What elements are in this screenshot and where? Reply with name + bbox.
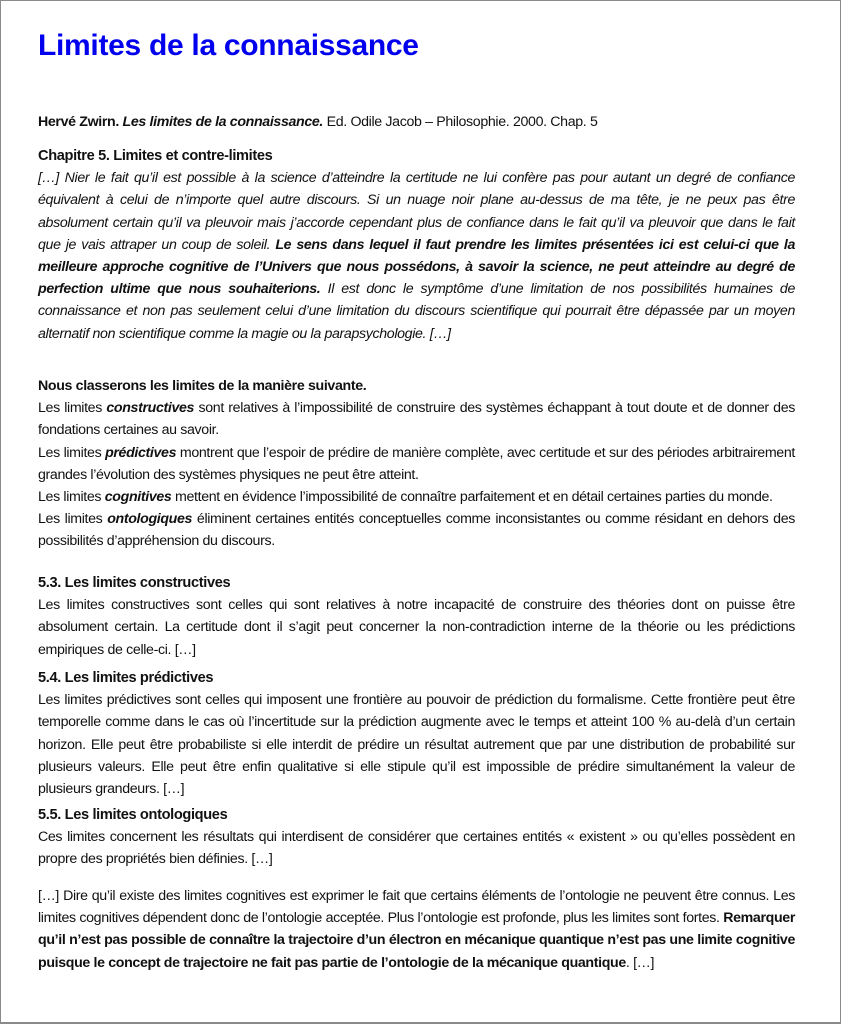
closing-bold-part: Remarquer qu’il n’est pas possible de connaître la trajectoire d’un électron en mécanique quantique n’est pas une limite cognitive puisque le concept de trajectoire ne fait pas partie de l’ontologie de la mécanique quantique	[38, 910, 795, 971]
classification-heading: Nous classerons les limites de la manière suivante.	[38, 378, 367, 394]
item-text: mettent en évidence l’impossibilité de connaître parfaitement et en détail certaines parties du monde.	[171, 489, 773, 506]
quote-part-a: […] Nier le fait qu’il est possible à la science d’atteindre la certitude ne lui confère pas pour autant un degré de confiance équivalent à celui de n’importe quel autre discours. Si un nuage noir plane au-dessus de ma tête, je ne peux pas être absolument certain qu’il va pleuvoir mais j’accorde cependant plus de confiance dans le fait qu’il va pleuvoir que dans le fait que je vais attraper un coup de soleil.	[38, 170, 795, 253]
section-text: Les limites constructives sont celles qui sont relatives à notre incapacité de construire des théories dont on puisse être absolument certain. La certitude dont il s’agit peut concerner la non-contradiction interne de la théorie ou les prédictions empiriques de celle-ci. […]	[38, 597, 795, 658]
section-heading: 5.3. Les limites constructives	[38, 575, 231, 591]
page-title: Limites de la connaissance	[38, 29, 419, 62]
item-text: sont relatives à l’impossibilité de construire des systèmes échappant à tout doute et de donner des fondations certaines au savoir.	[38, 400, 795, 439]
closing-paragraph	[38, 885, 795, 974]
book-reference	[38, 111, 795, 133]
chapter-5	[38, 145, 795, 345]
chapter-quote	[38, 167, 795, 345]
quote-bold-part: Le sens dans lequel il faut prendre les limites présentées ici est celui-ci que la meilleure approche cognitive de l’Univers que nous possédons, à savoir la science, ne peut atteindre au degré de perfection ultime que nous souhaiterions.	[38, 236, 795, 298]
section-text: Ces limites concernent les résultats qui interdisent de considérer que certaines entités « existent » ou qu’elles possèdent en propre des propriétés bien définies. […]	[38, 829, 795, 868]
item-text: montrent que l’espoir de prédire de manière complète, avec certitude et sur des périodes arbitrairement grandes l’évolution des systèmes physiques ne peut être atteint.	[38, 444, 795, 483]
section-heading: 5.4. Les limites prédictives	[38, 670, 214, 686]
item-prefix: Les limites	[38, 511, 108, 528]
item-prefix: Les limites	[38, 400, 107, 417]
section-text: Les limites prédictives sont celles qui imposent une frontière au pouvoir de prédiction du formalisme. Cette frontière peut être temporelle comme dans le cas où l’incertitude sur la prédiction augmente avec le temps et atteint 100 % au-delà d’un certain horizon. Elle peut être probabiliste si elle interdit de prédire un résultat autrement que par une distribution de probabilité sur plusieurs valeurs. Elle peut être enfin qualitative si elle stipule qu’il est impossible de prédire simultanément la valeur de plusieurs grandeurs. […]	[38, 692, 795, 798]
item-text: éliminent certaines entités conceptuelles comme inconsistantes ou comme résidant en dehors des possibilités d’appréhension du discours.	[38, 511, 795, 550]
classification	[38, 375, 795, 553]
item-term: ontologiques	[107, 511, 193, 528]
classification-item	[38, 486, 795, 508]
item-term: cognitives	[104, 489, 172, 506]
closing-part-a: […] Dire qu’il existe des limites cognitives est exprimer le fait que certains éléments de l’ontologie ne peuvent être connus. Les limites cognitives dépendent donc de l’ontologie acceptée. Plus l’ontologie est profonde, plus les limites sont fortes.	[38, 888, 795, 927]
section-5-5	[38, 804, 795, 871]
classification-item	[38, 508, 795, 552]
classification-item	[38, 397, 795, 441]
item-prefix: Les limites	[38, 444, 106, 461]
section-5-4	[38, 667, 795, 800]
section-5-3	[38, 572, 795, 661]
chapter-heading: Chapitre 5. Limites et contre-limites	[38, 148, 273, 164]
reference-publisher: Ed. Odile Jacob – Philosophie. 2000. Chap. 5	[323, 114, 598, 130]
item-prefix: Les limites	[38, 489, 105, 506]
reference-book-title: Les limites de la connaissance.	[122, 114, 324, 130]
section-heading: 5.5. Les limites ontologiques	[38, 807, 228, 823]
quote-part-b: Il est donc le symptôme d’une limitation de nos possibilités humaines de connaissance et non pas seulement celui d’une limitation du discours scientifique qui pourrait être dépassée par un moyen alternatif non scientifique comme la magie ou la parapsychologie. […]	[38, 281, 796, 342]
reference-author: Hervé Zwirn.	[38, 114, 119, 130]
closing-part-b: . […]	[625, 954, 655, 971]
classification-item	[38, 442, 795, 486]
item-term: prédictives	[105, 444, 177, 461]
item-term: constructives	[106, 400, 195, 417]
